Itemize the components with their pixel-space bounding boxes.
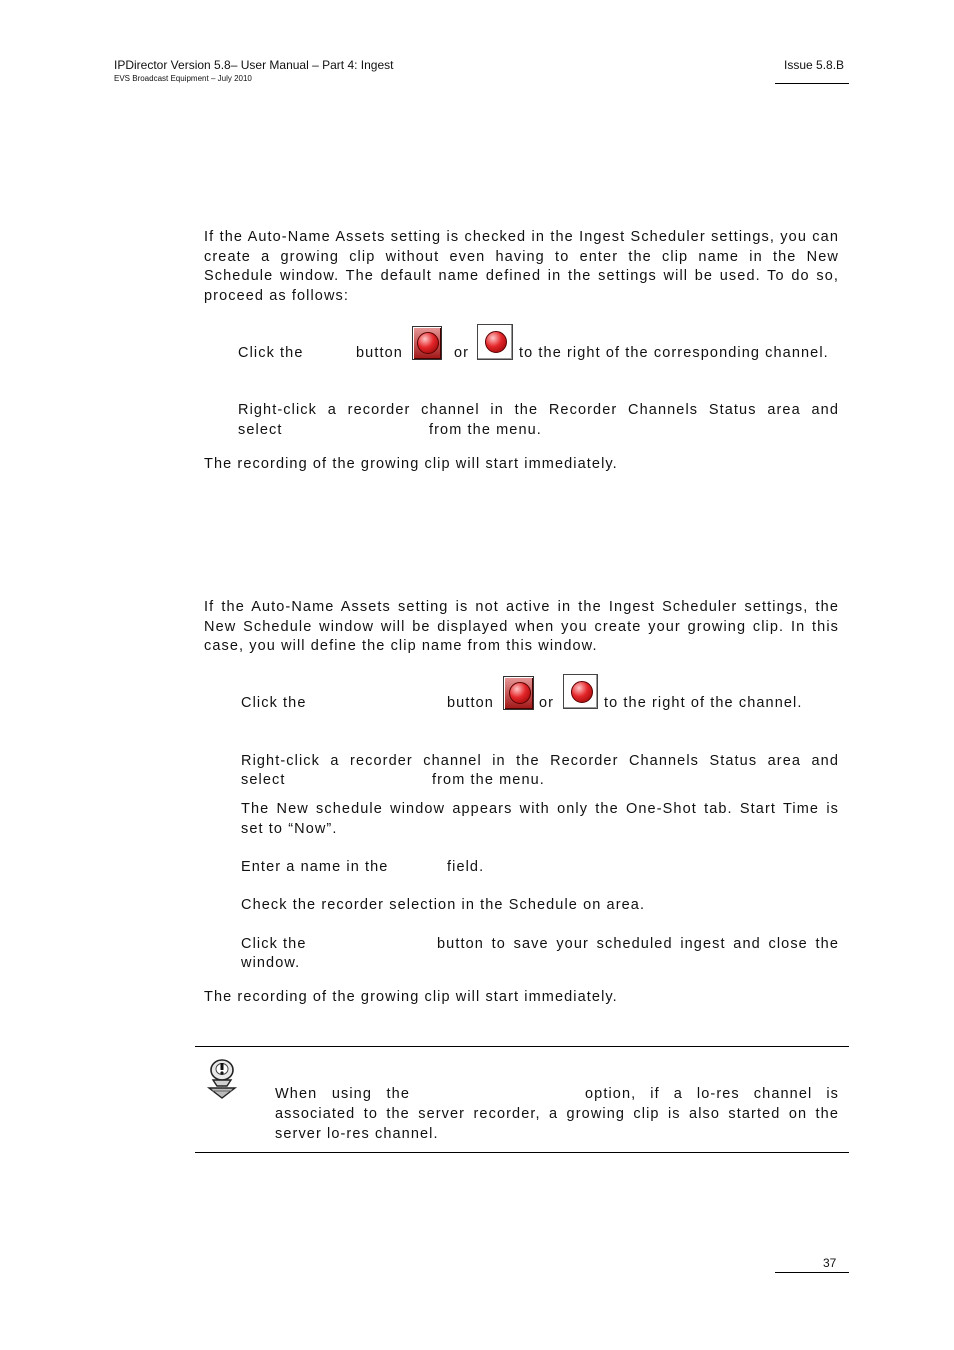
header-subtitle: EVS Broadcast Equipment – July 2010	[114, 74, 252, 83]
section2-step4: Check the recorder selection in the Schedule on area.	[241, 897, 646, 913]
section1-step1-right: to the right of the corresponding channel.	[519, 345, 829, 361]
section2-step2-menu: from the menu.	[432, 772, 545, 788]
record-button[interactable]	[477, 324, 513, 360]
record-button-pressed[interactable]	[412, 326, 442, 360]
section1-step1-button: button	[356, 345, 403, 361]
note-bottom-rule	[195, 1152, 849, 1153]
record-button[interactable]	[563, 674, 598, 709]
section2-result: The recording of the growing clip will start immediately.	[204, 989, 618, 1005]
section2-step2-line1: Right-click a recorder channel in the Recorder Channels Status area and	[241, 753, 839, 769]
section2-step1-click: Click the	[241, 695, 307, 711]
record-dot-icon	[417, 332, 439, 354]
section1-step1-click: Click the	[238, 345, 304, 361]
header-issue: Issue 5.8.B	[784, 58, 845, 72]
page-number: 37	[823, 1256, 837, 1270]
section1-intro: If the Auto-Name Assets setting is checked in the Ingest Scheduler settings, you can create a growing clip without even having to enter the clip name in the New Schedule window. The default name defined in the settings will be used. To do so, proceed as follows:	[204, 229, 839, 304]
record-dot-icon	[571, 681, 593, 703]
section2-step2-select: select	[241, 772, 286, 788]
note-top-rule	[195, 1046, 849, 1047]
section2-step5-click: Click the	[241, 936, 307, 952]
header-rule	[775, 83, 849, 84]
record-dot-icon	[485, 331, 507, 353]
section2-step1-or: or	[539, 695, 555, 711]
footer-rule	[775, 1272, 849, 1273]
section1-step2-menu: from the menu.	[429, 422, 542, 438]
section2-step5-window: window.	[241, 955, 301, 971]
note-line1-b: option, if a lo-res channel is	[585, 1086, 839, 1102]
header-title: IPDirector Version 5.8– User Manual – Part 4: Ingest	[114, 58, 394, 72]
section1-step1-or: or	[454, 345, 470, 361]
record-dot-icon	[509, 682, 531, 704]
note-body: associated to the server recorder, a growing clip is also started on the server lo-res channel.	[275, 1106, 839, 1142]
section2-step1-button: button	[447, 695, 494, 711]
section1-step2-select: select	[238, 422, 283, 438]
section1-result: The recording of the growing clip will start immediately.	[204, 456, 618, 472]
record-button-pressed[interactable]	[503, 676, 534, 710]
section2-intro: If the Auto-Name Assets setting is not active in the Ingest Scheduler settings, the New Schedule window will be displayed when you create your growing clip. In this case, you will define the clip name from this window.	[204, 599, 839, 654]
note-line1-a: When using the	[275, 1086, 410, 1102]
section2-step3-enter: Enter a name in the	[241, 859, 389, 875]
section2-step5-save: button to save your scheduled ingest and close the	[437, 936, 839, 952]
note-pushpin-icon	[204, 1058, 240, 1100]
section1-step2-line1: Right-click a recorder channel in the Recorder Channels Status area and	[238, 402, 839, 418]
section2-step2-result: The New schedule window appears with only the One-Shot tab. Start Time is set to “Now”.	[241, 801, 839, 837]
section2-step3-field: field.	[447, 859, 485, 875]
section2-step1-right: to the right of the channel.	[604, 695, 803, 711]
